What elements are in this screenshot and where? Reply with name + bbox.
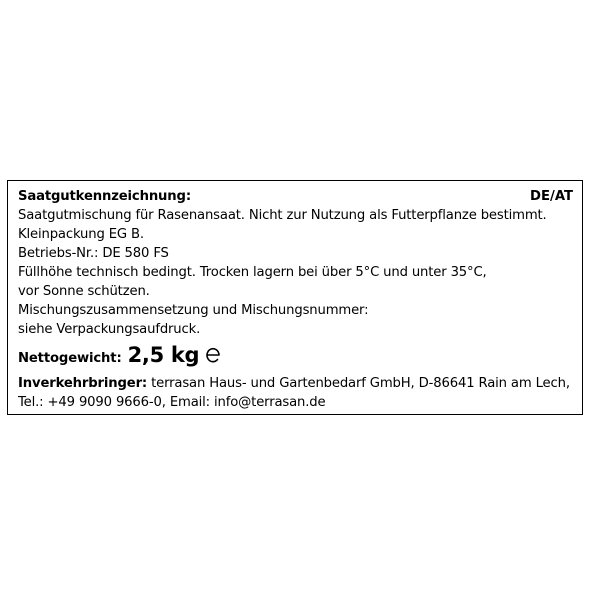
distributor-line	[18, 375, 570, 393]
label-line-2: Kleinpackung EG B.	[18, 227, 144, 242]
net-weight-row	[18, 343, 221, 371]
country-code: DE/AT	[530, 189, 573, 204]
net-weight-value: 2,5 kg	[127, 343, 200, 367]
label-line-6: Mischungszusammensetzung und Mischungsnummer:	[18, 303, 369, 318]
label-line-4: Füllhöhe technisch bedingt. Trocken lagern bei über 5°C und unter 35°C,	[18, 265, 487, 280]
distributor-label: Inverkehrbringer:	[18, 376, 148, 391]
seed-label-box	[7, 180, 583, 415]
distributor-contact: Tel.: +49 9090 9666-0, Email: info@terrasan.de	[18, 395, 326, 410]
label-line-7: siehe Verpackungsaufdruck.	[18, 322, 201, 337]
estimated-sign-icon	[205, 346, 221, 368]
label-heading: Saatgutkennzeichnung:	[18, 189, 191, 204]
distributor-text: terrasan Haus- und Gartenbedarf GmbH, D-86641 Rain am Lech,	[147, 376, 570, 391]
label-line-5: vor Sonne schützen.	[18, 284, 150, 299]
net-weight-label: Nettogewicht:	[18, 351, 122, 366]
label-line-1: Saatgutmischung für Rasenansaat. Nicht zur Nutzung als Futterpflanze bestimmt.	[18, 208, 547, 223]
label-line-3: Betriebs-Nr.: DE 580 FS	[18, 246, 169, 261]
